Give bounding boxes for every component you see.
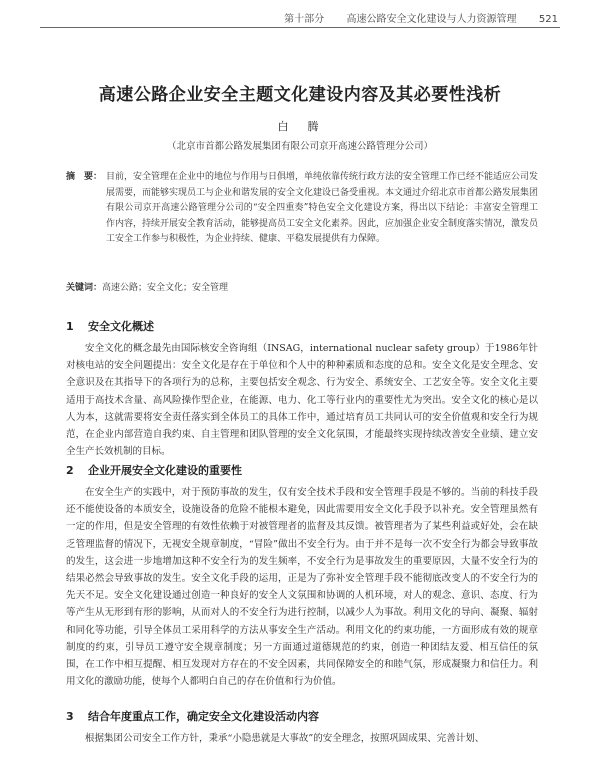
abstract-block	[66, 170, 538, 248]
section-title: 企业开展安全文化建设的重要性	[88, 464, 242, 477]
section-heading-1	[66, 318, 538, 334]
section-number: 2	[66, 464, 74, 477]
section-number: 3	[66, 710, 74, 723]
abstract-label: 摘 要：	[66, 172, 103, 182]
keywords-text: 高速公路；安全文化；安全管理	[102, 283, 229, 293]
keywords-block	[66, 280, 538, 293]
paper-title: 高速公路企业安全主题文化建设内容及其必要性浅析	[98, 85, 502, 105]
running-header-part: 第十部分	[284, 14, 325, 25]
section-heading-3	[66, 708, 538, 724]
section-heading-2	[66, 462, 538, 478]
section-2-paragraph: 在安全生产的实践中，对于预防事故的发生，仅有安全技术手段和安全管理手段是不够的。当前的科技手段还不能使设备的本质安全，设施设备的危险不能根本避免，因此需要用安全文化手段予以补充。安全管理虽然有一定的作用，但是安全管理的有效性依赖于对被管理者的监督及其反馈。被管理者为了某些利益或好处，会在缺乏管理监督的情况下，无视安全规章制度，“冒险”做出不安全行为。由于并不是每一次不安全行为都会导致事故的发生，这会进一步地增加这种不安全行为的发生频率，不安全行为是事故发生的重要原因，大量不安全行为的结果必然会导致事故的发生。安全文化手段的运用，正是为了弥补安全管理手段不能彻底改变人的不安全行为的先天不足。安全文化建设通过创造一种良好的安全人文氛围和协调的人机环境，对人的观念、意识、态度、行为等产生从无形到有形的影响，从而对人的不安全行为进行控制，以减少人为事故。利用文化的导向、凝聚、辐射和同化等功能，引导全体员工采用科学的方法从事安全生产活动。利用文化的约束功能，一方面形成有效的规章制度的约束，引导员工遵守安全规章制度；另一方面通过道德规范的约束，创造一种团结友爱、相互信任的氛围，在工作中相互提醒、相互发现对方存在的不安全因素，共同保障安全的和睦气氛，形成凝聚力和信任力。利用文化的激励功能，使每个人都明白自己的存在价值和行为价值。	[66, 487, 538, 688]
keywords-label: 关键词：	[66, 283, 103, 293]
section-number: 1	[66, 320, 74, 333]
abstract-text: 目前，安全管理在企业中的地位与作用与日俱增，单纯依靠传统行政方法的安全管理工作已经不能适应公司发展需要，而能够实现员工与企业和谐发展的安全文化建设已备受重视。本文通过介绍北京市首都公路发展集团有限公司京开高速公路管理分公司的“安全四重奏”特色安全文化建设方案，得出以下结论：丰富安全管理工作内容，持续开展安全教育活动，能够提高员工安全文化素养。因此，应加强企业安全制度落实情况，激发员工安全工作参与积极性，为企业持续、健康、平稳发展提供有力保障。	[106, 172, 539, 244]
section-title: 结合年度重点工作，确定安全文化建设活动内容	[88, 710, 319, 723]
running-header	[42, 10, 558, 25]
header-rule	[40, 27, 560, 28]
page-number: 521	[538, 14, 558, 25]
running-header-topic: 高速公路安全文化建设与人力资源管理	[346, 14, 517, 25]
section-1-paragraph: 安全文化的概念最先由国际核安全咨询组（INSAG，international nuclear safety group）于1986年针对核电站的安全问题提出：安全文化是存在于单位和个人中的种种素质和态度的总和。安全文化是安全理念、安全意识及在其指导下的各项行为的总称，主要包括安全观念、行为安全、系统安全、工艺安全等。安全文化主要适用于高技术含量、高风险操作型企业，在能源、电力、化工等行业内的重要性尤为突出。安全文化的核心是以人为本，这就需要将安全责任落实到全体员工的具体工作中，通过培育员工共同认可的安全价值观和安全行为规范，在企业内部营造自我约束、自主管理和团队管理的安全文化氛围，才能最终实现持续改善安全业绩、建立安全生产长效机制的目标。	[66, 343, 538, 458]
section-3-paragraph: 根据集团公司安全工作方针，秉承“小隐患就是大事故”的安全理念，按照巩固成果、完善计划、	[85, 733, 485, 744]
section-title: 安全文化概述	[88, 320, 154, 333]
author-name: 白 腾	[277, 120, 323, 133]
author-affiliation: （北京市首都公路发展集团有限公司京开高速公路管理分公司）	[166, 141, 433, 152]
